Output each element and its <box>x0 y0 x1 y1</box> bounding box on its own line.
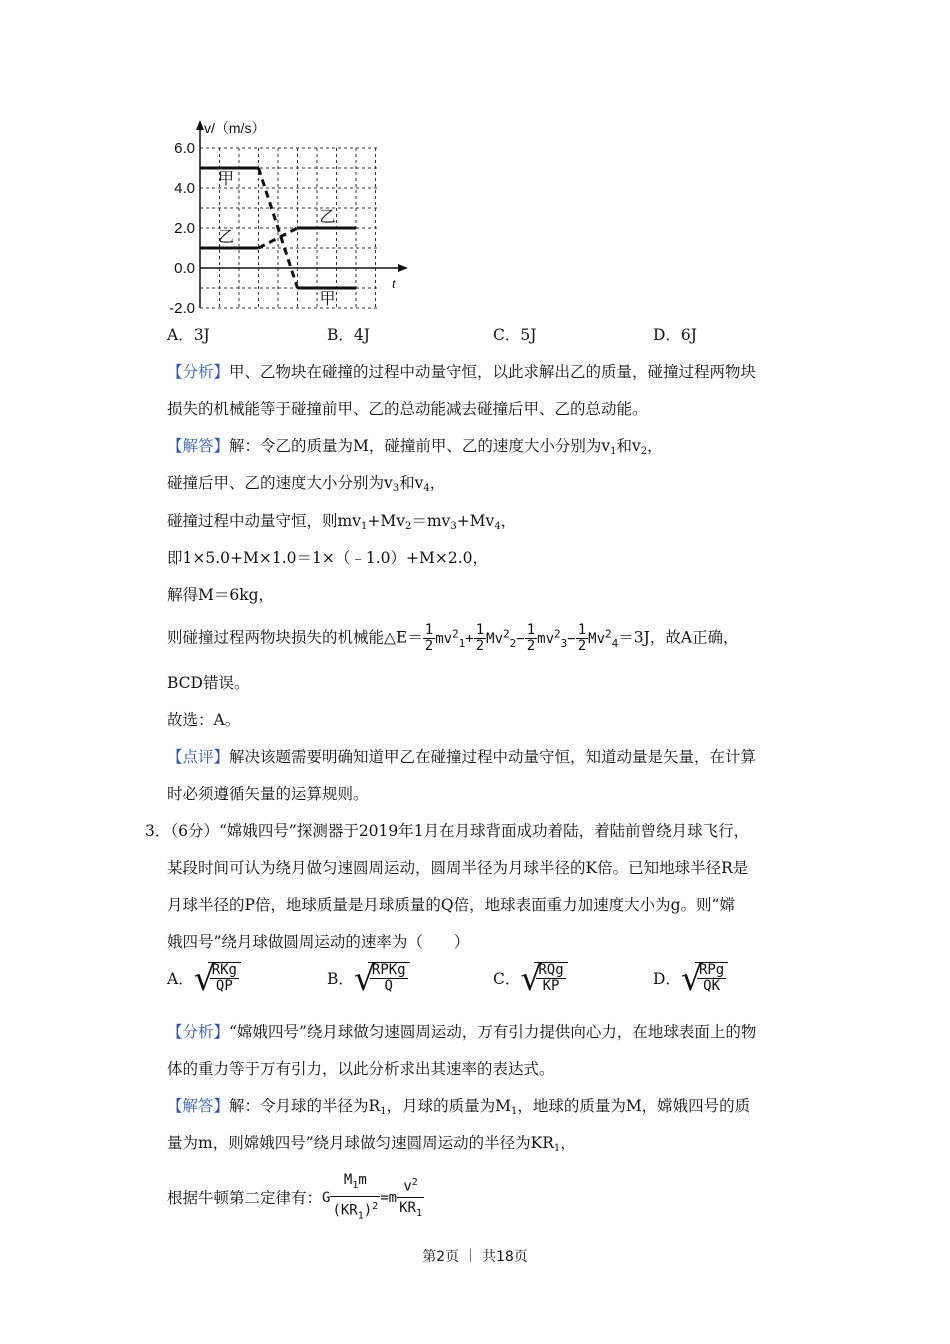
q3-stem-line-2: 某段时间可认为绕月做匀速圆周运动，圆周半径为月球半径的K倍。已知地球半径R是 <box>167 859 749 877</box>
q3-analysis-line-2: 体的重力等于万有引力，以此分析求出其速率的表达式。 <box>167 1060 555 1078</box>
q3-option-a: A． √ $\frac{\text{RKg}}{QP}$ <box>167 962 241 994</box>
q3-stem-line-4: 娥四号”绕月球做圆周运动的速率为（ ） <box>167 933 470 951</box>
q2-answer-line-5: 解得M＝6kg， <box>167 586 275 604</box>
q2-answer-line-4: 即1×5.0+M×1.0＝1×（﹣1.0）+M×2.0， <box>167 549 488 567</box>
q3-option-d: D． √ $\frac{\text{RPg}}{QK}$ <box>653 962 728 994</box>
y-tick-label: 6.0 <box>174 140 195 157</box>
series-label-before: 乙 <box>218 227 235 246</box>
q2-option-b: B．4J <box>327 326 370 344</box>
q2-review-line-1: 【点评】解决该题需要明确知道甲乙在碰撞过程中动量守恒，知道动量是矢量，在计算 <box>167 748 757 766</box>
q2-answer-line-8: 故选：A。 <box>167 711 241 729</box>
q3-stem-line-1: 3．（6分）“嫦娥四号”探测器于2019年1月在月球背面成功着陆，着陆前曾绕月球飞行， <box>145 822 750 840</box>
q3-newton-equation: 根据牛顿第二定律有：G $\frac{M_1m}{(KR_1)^2}$ =m $\frac{v^2}{KR_1}$ <box>167 1172 422 1222</box>
q3-stem-line-3: 月球半径的P倍，地球质量是月球质量的Q倍，地球表面重力加速度大小为g。则“嫦 <box>167 896 735 914</box>
velocity-time-chart <box>160 116 420 316</box>
y-tick-label: -2.0 <box>169 300 195 316</box>
q2-answer-line-1: 【解答】解：令乙的质量为M，碰撞前甲、乙的速度大小分别为$v_1$和$v_2$， <box>167 437 663 457</box>
q2-option-a: A．3J <box>167 326 210 344</box>
y-tick-label: 2.0 <box>174 220 195 237</box>
x-axis-arrow <box>398 264 408 272</box>
q3-option-c: C． √ $\frac{\text{RQg}}{KP}$ <box>493 962 568 994</box>
q3-option-b: B． √ $\frac{\text{RPKg}}{Q}$ <box>327 962 410 994</box>
q2-answer-line-3: 碰撞过程中动量守恒，则$mv_1+Mv_2=mv_3+Mv_4$， <box>167 512 517 532</box>
y-axis-arrow <box>196 120 204 130</box>
q2-option-c: C．5J <box>493 326 537 344</box>
series-label-after: 甲 <box>319 289 336 308</box>
series-label-before: 甲 <box>218 169 235 188</box>
q3-answer-line-1: 【解答】解：令月球的半径为$R_1$，月球的质量为$M_1$，地球的质量为M，嫦娥四号的质 <box>167 1097 751 1117</box>
y-tick-label: 4.0 <box>174 180 195 197</box>
x-axis-label: t <box>392 277 396 292</box>
review-tag: 【点评】 <box>167 748 230 766</box>
answer-tag: 【解答】 <box>167 437 230 455</box>
q2-answer-line-2: 碰撞后甲、乙的速度大小分别为$v_3$和$v_4$， <box>167 474 446 494</box>
q3-analysis-line-1: 【分析】“嫦娥四号”绕月球做匀速圆周运动，万有引力提供向心力，在地球表面上的物 <box>167 1023 757 1041</box>
q2-review-line-2: 时必须遵循矢量的运算规则。 <box>167 785 369 803</box>
analysis-tag: 【分析】 <box>167 1023 230 1041</box>
series-label-after: 乙 <box>319 207 336 226</box>
y-axis-label: v/（m/s） <box>204 120 266 136</box>
chart-text <box>169 120 397 316</box>
q2-energy-equation: 则碰撞过程两物块损失的机械能△E＝ $\frac{1}{2}$ $mv^2_1+$ $\frac{1}{2}$ $Mv^2_2-$ $\frac{1}{2}$ $mv^2_3-$ $\frac{1}{2}$ $Mv^2_4=3J$，故A正确， <box>167 622 739 655</box>
q2-option-d: D．6J <box>653 326 698 344</box>
q2-answer-line-7: BCD错误。 <box>167 674 250 692</box>
q2-analysis-line-2: 损失的机械能等于碰撞前甲、乙的总动能减去碰撞后甲、乙的总动能。 <box>167 400 648 418</box>
page-footer: 第2页 ｜ 共18页 <box>422 1249 528 1265</box>
y-tick-label: 0.0 <box>174 260 195 277</box>
analysis-tag: 【分析】 <box>167 363 230 381</box>
q2-analysis-line-1: 【分析】甲、乙物块在碰撞的过程中动量守恒，以此求解出乙的质量，碰撞过程两物块 <box>167 363 757 381</box>
answer-tag: 【解答】 <box>167 1097 230 1115</box>
q3-answer-line-2: 量为m，则嫦娥四号”绕月球做匀速圆周运动的半径为$KR_1$， <box>167 1134 576 1154</box>
